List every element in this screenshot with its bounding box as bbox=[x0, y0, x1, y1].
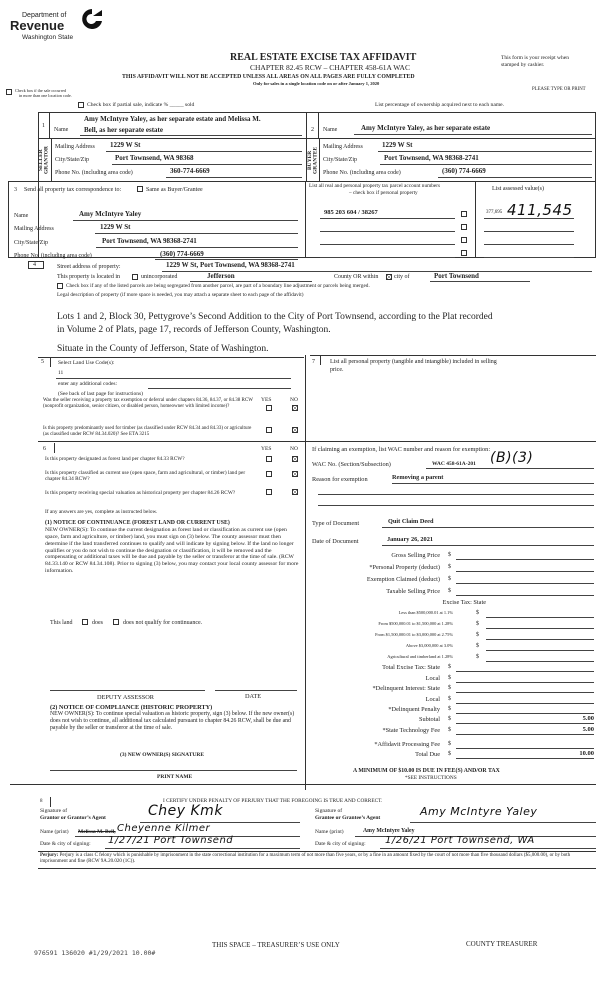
same-as-buyer-label: Same as Buyer/Grantee bbox=[146, 187, 203, 193]
dollar-sign: $ bbox=[448, 564, 451, 570]
seller-city[interactable]: Port Townsend, WA 98368 bbox=[115, 154, 194, 162]
s6-q3-yes-checkbox[interactable] bbox=[266, 489, 272, 495]
tax-row-label: Above $3,000,000 at 3.0% bbox=[405, 643, 453, 648]
section-5-number: 5 bbox=[41, 359, 44, 365]
logo-line2: Revenue bbox=[10, 18, 65, 33]
buyer-city-label: City/State/Zip bbox=[323, 157, 357, 163]
land-use-q2: Is this property predominantly used for timber (as classified under RCW 84.34 and 84.33) or agriculture (as classified under RCW 84.34.020)? See ETA 3215 bbox=[43, 426, 252, 437]
doc-date-label: Date of Document bbox=[312, 538, 359, 545]
dollar-sign: $ bbox=[448, 685, 451, 691]
unincorporated-label: unincorporated bbox=[141, 274, 178, 280]
grantor-sig-label-2: Grantor or Grantor’s Agent bbox=[40, 815, 106, 821]
grantor-date-handwritten[interactable]: 1/27/21 Port Townsend bbox=[108, 835, 234, 846]
buyer-city[interactable]: Port Townsend, WA 98368-2741 bbox=[384, 154, 479, 162]
seller-side-label: SELLER GRANTOR bbox=[38, 146, 50, 175]
doc-date-value[interactable]: January 26, 2021 bbox=[387, 536, 434, 543]
tax-row-label: Gross Selling Price bbox=[391, 552, 440, 559]
legal-desc-line1[interactable]: Lots 1 and 2, Block 30, Pettygrove’s Second Addition to the City of Port Townsend, according to the Plat recorded bbox=[57, 312, 493, 322]
does-not-qualify-checkbox[interactable] bbox=[113, 619, 119, 625]
buyer-name-label: Name bbox=[323, 127, 338, 133]
dollar-sign: $ bbox=[448, 727, 451, 733]
s6-if-yes: If any answers are yes, complete as instructed below. bbox=[45, 509, 158, 515]
this-land-label: This land bbox=[50, 620, 73, 626]
correspondence-label: Send all property tax correspondence to: bbox=[24, 187, 122, 193]
dollar-sign: $ bbox=[448, 706, 451, 712]
property-city[interactable]: Port Townsend bbox=[434, 272, 479, 280]
legal-desc-label: Legal description of property (if more space is needed, you may attach a separate sheet to each page of the affidavit) bbox=[57, 292, 304, 298]
doc-type-value[interactable]: Quit Claim Deed bbox=[388, 518, 434, 525]
dollar-sign: $ bbox=[448, 716, 451, 722]
section-7-label-1: List all personal property (tangible and intangible) included in selling bbox=[330, 359, 497, 365]
form-only-for: Only for sales in a single location code on or after January 1, 2020 bbox=[253, 81, 380, 86]
seller-name-line2[interactable]: Bell, as her separate estate bbox=[84, 126, 163, 134]
grantee-date-handwritten[interactable]: 1/26/21 Port Townsend, WA bbox=[385, 835, 535, 846]
seller-phone[interactable]: 360-774-6669 bbox=[170, 167, 210, 175]
multi-location-label-1: Check box if the sale occurred bbox=[15, 88, 67, 93]
tax-row-label: Total Due bbox=[415, 751, 440, 758]
tax-row-value[interactable]: 5.00 bbox=[582, 715, 594, 722]
tax-row-label: Local bbox=[425, 696, 440, 703]
s6-q2-no-checkbox[interactable] bbox=[292, 471, 298, 477]
assessed-value-1[interactable]: 377,695 bbox=[486, 210, 503, 215]
tax-row-label: *Affidavit Processing Fee bbox=[374, 741, 440, 748]
tax-row-label: *Personal Property (deduct) bbox=[369, 564, 440, 571]
treasurer-use-only: THIS SPACE – TREASURER’S USE ONLY bbox=[212, 941, 340, 949]
grantee-name-label: Name (print) bbox=[315, 829, 344, 835]
tax-row-label: Taxable Selling Price bbox=[386, 588, 440, 595]
corr-name[interactable]: Amy McIntyre Yaley bbox=[79, 210, 142, 218]
property-county[interactable]: Jefferson bbox=[207, 272, 235, 280]
dollar-sign: $ bbox=[476, 632, 479, 638]
s6-q1-yes-checkbox[interactable] bbox=[266, 456, 272, 462]
seller-phone-label: Phone No. (including area code) bbox=[55, 170, 133, 176]
multi-location-checkbox[interactable] bbox=[6, 89, 12, 95]
notice1-title: (1) NOTICE OF CONTINUANCE (FOREST LAND OR CURRENT USE) bbox=[45, 520, 230, 526]
receipt-note-2: stamped by cashier. bbox=[501, 62, 545, 68]
tax-row-label: From $1,500,000.01 to $3,000,000 at 2.75% bbox=[375, 632, 453, 637]
wac-handwritten: (B)(3) bbox=[490, 450, 534, 466]
grantor-date-label: Date & city of signing: bbox=[40, 841, 91, 847]
corr-phone[interactable]: (360) 774-6669 bbox=[160, 250, 204, 258]
tax-row-label: *Delinquent Penalty bbox=[388, 706, 440, 713]
parcel-1[interactable]: 985 203 604 / 38267 bbox=[324, 209, 378, 216]
seller-name-line1[interactable]: Amy McIntyre Yaley, as her separate estate and Melissa M. bbox=[84, 115, 261, 123]
grantee-date-label: Date & city of signing: bbox=[315, 841, 366, 847]
land-use-label: Select Land Use Code(s): bbox=[58, 360, 115, 366]
dollar-sign: $ bbox=[448, 751, 451, 757]
buyer-mailing[interactable]: 1229 W St bbox=[382, 141, 413, 149]
corr-city[interactable]: Port Townsend, WA 98368-2741 bbox=[102, 237, 197, 245]
see-back-note: (See back of last page for instructions) bbox=[58, 391, 143, 397]
dollar-sign: $ bbox=[448, 576, 451, 582]
date-label: DATE bbox=[245, 693, 262, 700]
tax-row-value[interactable]: 10.00 bbox=[579, 750, 594, 757]
receipt-note-1: This form is your receipt when bbox=[501, 55, 569, 61]
s6-no-header: NO bbox=[290, 446, 298, 452]
partial-sale-label: Check box if partial sale, indicate % _____ sold bbox=[87, 102, 195, 108]
deputy-assessor-label: DEPUTY ASSESSOR bbox=[97, 694, 154, 701]
does-label: does bbox=[92, 620, 103, 626]
property-street[interactable]: 1229 W St, Port Townsend, WA 98368-2741 bbox=[166, 261, 295, 269]
new-owner-signature-label: (3) NEW OWNER(S) SIGNATURE bbox=[120, 752, 204, 758]
personal-property-checkbox-1[interactable] bbox=[461, 211, 467, 217]
section-1-number: 1 bbox=[42, 123, 45, 129]
buyer-name[interactable]: Amy McIntyre Yaley, as her separate estate bbox=[361, 124, 491, 132]
street-label: Street address of property: bbox=[57, 264, 121, 270]
dollar-sign: $ bbox=[448, 664, 451, 670]
section-7-label-2: price. bbox=[330, 367, 344, 373]
section-8-number: 8 bbox=[40, 799, 43, 804]
city-of-label: city of bbox=[394, 274, 410, 280]
ownership-note: List percentage of ownership acquired next to each name. bbox=[375, 102, 505, 108]
located-label: This property is located in bbox=[57, 274, 120, 280]
certify-statement: I CERTIFY UNDER PENALTY OF PERJURY THAT THE FOREGOING IS TRUE AND CORRECT. bbox=[163, 798, 383, 804]
does-not-label: does not qualify for continuance. bbox=[123, 620, 203, 626]
print-name-label: PRINT NAME bbox=[157, 774, 193, 780]
s6-q2: Is this property classified as current use (open space, farm and agricultural, or timber) land per chapter 84.34 RCW? bbox=[45, 470, 246, 483]
wac-number[interactable]: WAC 458-61A-201 bbox=[432, 461, 476, 467]
buyer-mailing-label: Mailing Address bbox=[323, 144, 363, 150]
reason-value[interactable]: Removing a parent bbox=[392, 474, 444, 481]
grantor-name-struck: Melissa M. Bell, bbox=[78, 829, 116, 835]
type-or-print: PLEASE TYPE OR PRINT bbox=[532, 87, 586, 92]
dollar-sign: $ bbox=[476, 643, 479, 649]
grantor-signature[interactable]: Chey Kmk bbox=[148, 803, 223, 819]
notice2-title: (2) NOTICE OF COMPLIANCE (HISTORIC PROPERTY) bbox=[50, 704, 213, 711]
notice1-body: NEW OWNER(S): To continue the current designation as forest land or classification as current use (open space, farm and agriculture, or timber) land, you must sign on (3) below. The county assessor must then determine if the land transferred continues to qualify and will indicate by signing below. If the land no longer qualifies or you do not wish to continue the designation or classification, it will be removed and the compensating or additional taxes will be due and payable by the seller or transferor at the time of sale. (RCW 84.33.140 or RCW 84.34.108). Prior to signing (3) below, you may contact your local county assessor for more information. bbox=[45, 527, 299, 575]
q2-yes-checkbox[interactable] bbox=[266, 427, 272, 433]
seller-city-label: City/State/Zip bbox=[55, 157, 89, 163]
form-chapter: CHAPTER 82.45 RCW – CHAPTER 458-61A WAC bbox=[250, 63, 410, 72]
grantee-signature[interactable]: Amy McIntyre Yaley bbox=[420, 805, 538, 818]
tax-row-label: Total Excise Tax: State bbox=[382, 664, 440, 671]
wac-label: WAC No. (Section/Subsection) bbox=[312, 461, 391, 468]
tax-row-label: *Delinquent Interest: State bbox=[372, 685, 440, 692]
dollar-sign: $ bbox=[448, 696, 451, 702]
yes-header: YES bbox=[261, 397, 272, 403]
dor-swoosh-icon bbox=[80, 7, 104, 31]
notice2-body: NEW OWNER(S): To continue special valuation as historic property, sign (3) below. If the new owner(s) does not wish to continue, all additional tax calculated pursuant to chapter 84.26 RCW, shall be due and payable by the seller or transferor at the time of sale. bbox=[50, 711, 295, 731]
seller-mailing-label: Mailing Address bbox=[55, 144, 95, 150]
s6-q1: Is this property designated as forest land per chapter 84.33 RCW? bbox=[45, 456, 185, 462]
doc-type-label: Type of Document bbox=[312, 520, 360, 527]
personal-property-checkbox-2[interactable] bbox=[461, 224, 467, 230]
buyer-phone-label: Phone No. (including area code) bbox=[323, 170, 401, 176]
tax-row-label: Local bbox=[425, 675, 440, 682]
parcels-header-1: List all real and personal property tax parcel account numbers bbox=[309, 183, 441, 189]
corr-city-label: City/State/Zip bbox=[14, 240, 48, 246]
unincorporated-checkbox[interactable] bbox=[132, 274, 138, 280]
receipt-stamp: 976591 136020 #1/29/2021 10.00# bbox=[34, 949, 156, 957]
section-6-number: 6 bbox=[43, 446, 46, 452]
same-as-buyer-checkbox[interactable] bbox=[137, 186, 143, 192]
corr-mailing[interactable]: 1229 W St bbox=[100, 223, 131, 231]
grantee-name[interactable]: Amy McIntyre Yaley bbox=[363, 828, 415, 834]
q2-no-checkbox[interactable] bbox=[292, 427, 298, 433]
tax-row-label: From $500,000.01 to $1,500,000 at 1.28% bbox=[378, 621, 453, 626]
form-warning: THIS AFFIDAVIT WILL NOT BE ACCEPTED UNLESS ALL AREAS ON ALL PAGES ARE FULLY COMPLETED bbox=[122, 74, 415, 80]
grantor-name-label: Name (print) bbox=[40, 829, 69, 835]
corr-phone-label: Phone No. (including area code) bbox=[14, 253, 92, 259]
assessed-value-handwritten: 411,545 bbox=[507, 201, 573, 219]
tax-row-label: *State Technology Fee bbox=[382, 727, 440, 734]
dollar-sign: $ bbox=[448, 675, 451, 681]
section-7-number: 7 bbox=[312, 359, 315, 365]
tax-row-label: Less than $500,000.01 at 1.1% bbox=[398, 610, 453, 615]
seller-name-label: Name bbox=[54, 127, 69, 133]
dollar-sign: $ bbox=[448, 588, 451, 594]
legal-desc-line2[interactable]: in Volume 2 of Plats, page 17, records of Jefferson County, Washington. bbox=[57, 325, 331, 335]
grantor-sig-label-1: Signature of bbox=[40, 808, 68, 814]
segregated-checkbox[interactable] bbox=[57, 283, 63, 289]
tax-row-value[interactable]: 5.00 bbox=[582, 726, 594, 733]
grantee-sig-label-2: Grantee or Grantee’s Agent bbox=[315, 815, 381, 821]
personal-property-checkbox-4[interactable] bbox=[461, 250, 467, 256]
see-instructions: *SEE INSTRUCTIONS bbox=[405, 775, 457, 781]
tax-row-label: Exemption Claimed (deduct) bbox=[366, 576, 440, 583]
within-city-checkbox[interactable] bbox=[386, 274, 392, 280]
buyer-side-label: BUYER GRANTEE bbox=[307, 146, 319, 174]
q1-no-checkbox[interactable] bbox=[292, 405, 298, 411]
section-2-number: 2 bbox=[311, 127, 314, 133]
dollar-sign: $ bbox=[448, 741, 451, 747]
county-or-label: County OR within bbox=[334, 274, 379, 280]
reason-label: Reason for exemption bbox=[312, 476, 368, 483]
personal-property-checkbox-3[interactable] bbox=[461, 237, 467, 243]
s6-yes-header: YES bbox=[261, 446, 272, 452]
multi-location-label-2: in more than one location code. bbox=[19, 93, 72, 98]
situate-line[interactable]: Situate in the County of Jefferson, State of Washington. bbox=[57, 344, 269, 354]
partial-sale-checkbox[interactable] bbox=[78, 102, 84, 108]
land-use-q1: Was the seller receiving a property tax exemption or deferral under chapters 84.36, 84.37, or 84.38 RCW (nonprofit organization, senior citizen, or disabled person, homeowner with limited income)? bbox=[43, 398, 253, 409]
q1-yes-checkbox[interactable] bbox=[266, 405, 272, 411]
parcels-header-2: – check box if personal property bbox=[349, 190, 418, 196]
dollar-sign: $ bbox=[448, 552, 451, 558]
grantor-name-handwritten[interactable]: Cheyenne Kilmer bbox=[117, 823, 211, 834]
corr-name-label: Name bbox=[14, 213, 29, 219]
corr-mailing-label: Mailing Address bbox=[14, 226, 54, 232]
dollar-sign: $ bbox=[476, 610, 479, 616]
dollar-sign: $ bbox=[476, 654, 479, 660]
tax-row-label: Subtotal bbox=[419, 716, 440, 723]
logo-line3: Washington State bbox=[22, 34, 74, 41]
buyer-phone[interactable]: (360) 774-6669 bbox=[442, 167, 486, 175]
tax-row-label: Agricultural and timberland at 1.28% bbox=[387, 654, 453, 659]
minimum-due-note: A MINIMUM OF $10.00 IS DUE IN FEE(S) AND/OR TAX bbox=[353, 768, 500, 774]
excise-tax-state-label: Excise Tax: State bbox=[442, 599, 486, 606]
logo-line1: Department of bbox=[22, 12, 67, 19]
s6-q3: Is this property receiving special valuation as historical property per chapter 84.26 RCW? bbox=[45, 490, 236, 496]
s6-q1-no-checkbox[interactable] bbox=[292, 456, 298, 462]
section-4-number: 4 bbox=[33, 262, 36, 268]
s6-q3-no-checkbox[interactable] bbox=[292, 489, 298, 495]
segregated-label: Check box if any of the listed parcels are being segregated from another parcel, are part of a boundary line adjustment or parcels being merged. bbox=[66, 283, 370, 289]
form-title: REAL ESTATE EXCISE TAX AFFIDAVIT bbox=[230, 52, 417, 63]
section-3-number: 3 bbox=[14, 187, 17, 193]
s6-q2-yes-checkbox[interactable] bbox=[266, 471, 272, 477]
perjury-notice: Perjury: Perjury is a class C felony which is punishable by imprisonment in the state correctional institution for a maximum term of not more than five years, or by a fine in an amount fixed by the court of not more than five thousand dollars ($5,000.00), or by both imprisonment and fine (RCW 9A.20.020 (1C)). bbox=[40, 853, 571, 864]
seller-mailing[interactable]: 1229 W St bbox=[110, 141, 141, 149]
land-use-code[interactable]: 11 bbox=[58, 370, 64, 376]
grantee-sig-label-1: Signature of bbox=[315, 808, 343, 814]
county-treasurer: COUNTY TREASURER bbox=[466, 940, 538, 948]
assessed-header: List assessed value(s) bbox=[492, 186, 544, 192]
exemption-intro: If claiming an exemption, list WAC number and reason for exemption: bbox=[312, 446, 491, 453]
additional-codes-label: enter any additional codes: bbox=[58, 381, 118, 387]
dollar-sign: $ bbox=[476, 621, 479, 627]
does-qualify-checkbox[interactable] bbox=[82, 619, 88, 625]
no-header: NO bbox=[290, 397, 298, 403]
